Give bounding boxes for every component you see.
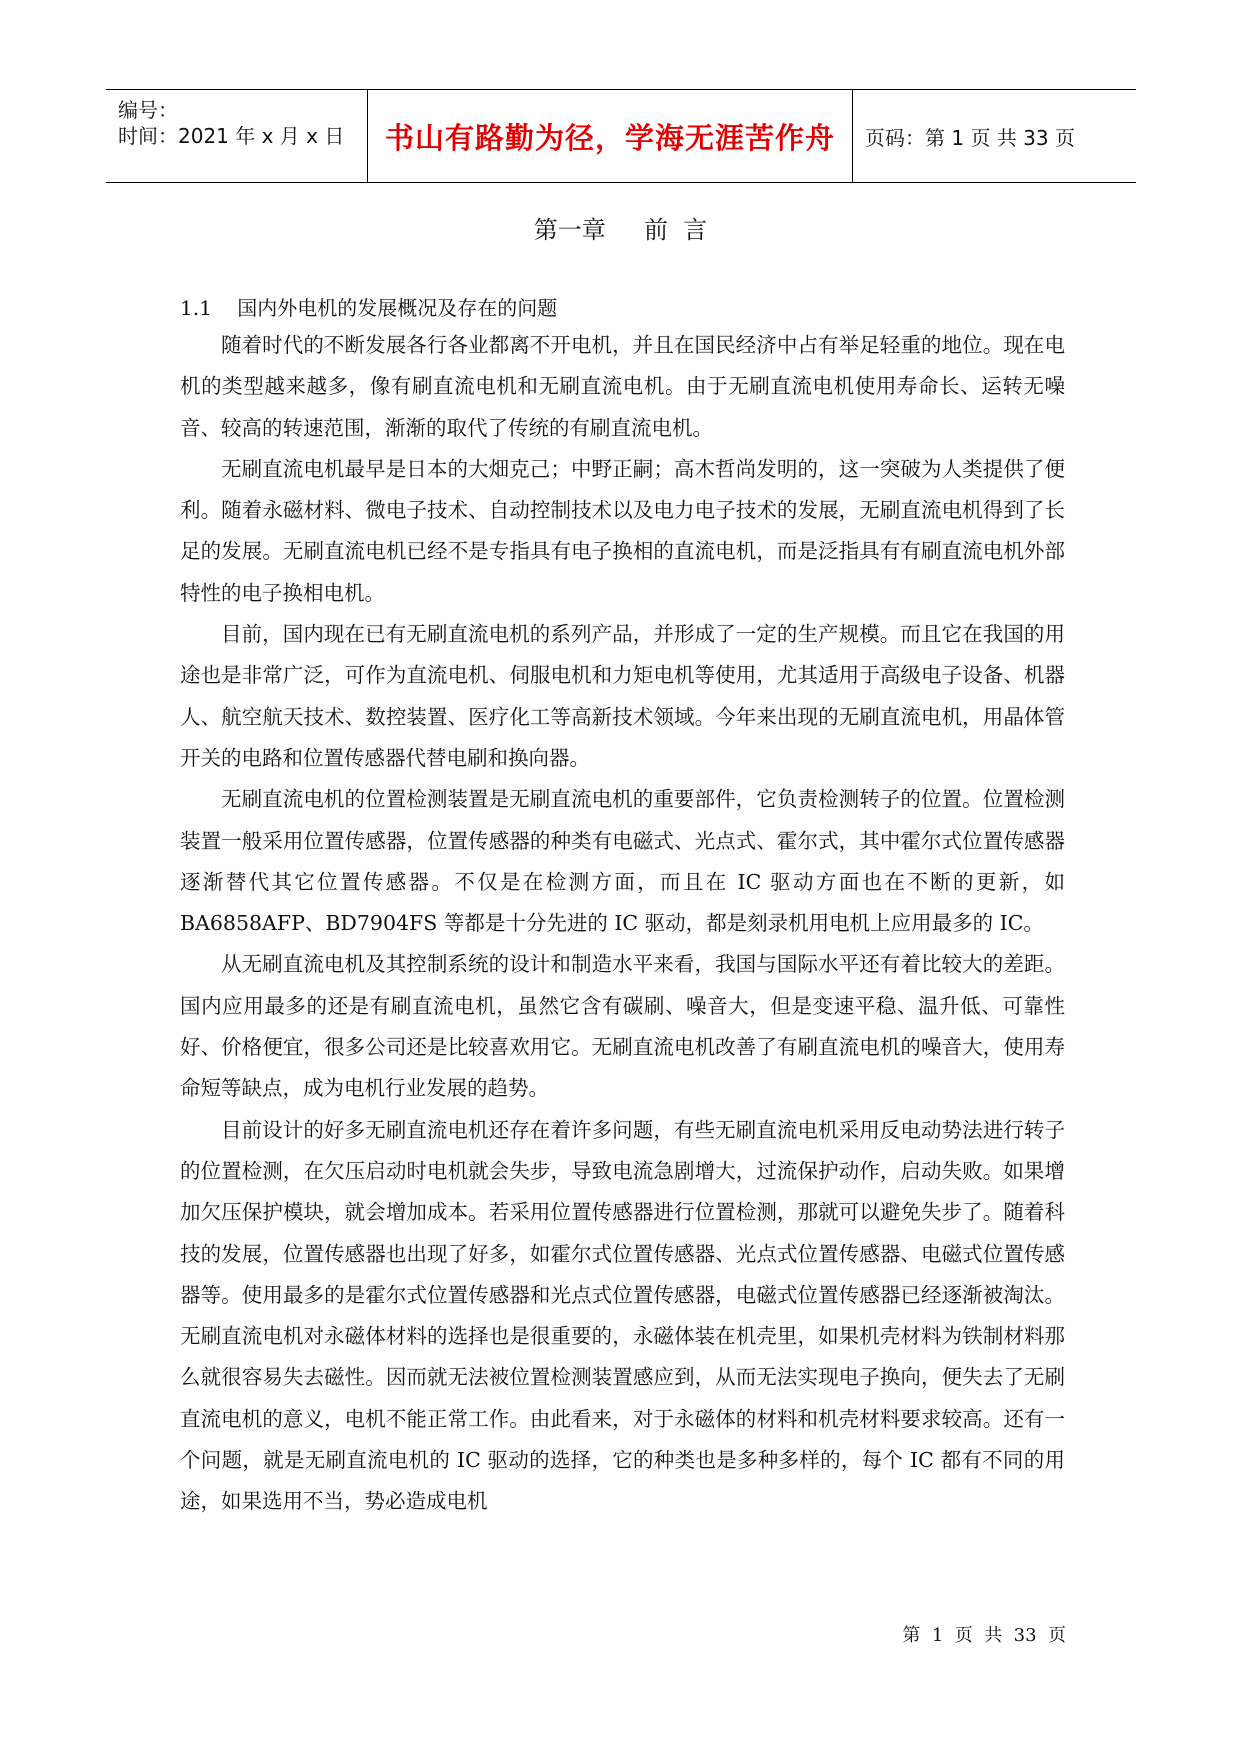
paragraph: 目前，国内现在已有无刷直流电机的系列产品，并形成了一定的生产规模。而且它在我国的用途也是非常广泛，可作为直流电机、伺服电机和力矩电机等使用，尤其适用于高级电子设备、机器人、航空航天技术、数控装置、医疗化工等高新技术领域。今年来出现的无刷直流电机，用晶体管开关的电路和位置传感器代替电刷和换向器。: [180, 622, 1065, 770]
document-header: [106, 89, 1136, 183]
chapter-title: 第一章 前 言: [533, 216, 708, 244]
header-motto-cell: [368, 90, 853, 182]
page-footer: 第 1 页 共 33 页: [902, 1625, 1066, 1646]
body-text: [180, 325, 1065, 1523]
paragraph: 无刷直流电机最早是日本的大畑克己；中野正嗣；高木哲尚发明的，这一突破为人类提供了便利。随着永磁材料、微电子技术、自动控制技术以及电力电子技术的发展，无刷直流电机得到了长足的发展。无刷直流电机已经不是专指具有电子换相的直流电机，而是泛指具有有刷直流电机外部特性的电子换相电机。: [180, 456, 1065, 605]
page-label: 页码：第 1 页 共 33 页: [865, 125, 1075, 150]
paragraph: 无刷直流电机的位置检测装置是无刷直流电机的重要部件，它负责检测转子的位置。位置检测装置一般采用位置传感器，位置传感器的种类有电磁式、光点式、霍尔式，其中霍尔式位置传感器逐渐替代其它位置传感器。不仅是在检测方面，而且在 IC 驱动方面也在不断的更新，如 BA6858AFP、BD7904FS 等都是十分先进的 IC 驱动，都是刻录机用电机上应用最多的 IC。: [180, 787, 1065, 936]
paragraph: 目前设计的好多无刷直流电机还存在着许多问题，有些无刷直流电机采用反电动势法进行转子的位置检测，在欠压启动时电机就会失步，导致电流急剧增大，过流保护动作，启动失败。如果增加欠压保护模块，就会增加成本。若采用位置传感器进行位置检测，那就可以避免失步了。随着科技的发展，位置传感器也出现了好多，如霍尔式位置传感器、光点式位置传感器、电磁式位置传感器等。使用最多的是霍尔式位置传感器和光点式位置传感器，电磁式位置传感器已经逐渐被淘汰。无刷直流电机对永磁体材料的选择也是很重要的，永磁体装在机壳里，如果机壳材料为铁制材料那么就很容易失去磁性。因而就无法被位置检测装置感应到，从而无法实现电子换向，便失去了无刷直流电机的意义，电机不能正常工作。由此看来，对于永磁体的材料和机壳材料要求较高。还有一个问题，就是无刷直流电机的 IC 驱动的选择，它的种类也是多种多样的，每个 IC 都有不同的用途，如果选用不当，势必造成电机: [180, 1117, 1065, 1514]
header-page-cell: [853, 90, 1136, 182]
paragraph: 随着时代的不断发展各行各业都离不开电机，并且在国民经济中占有举足轻重的地位。现在电机的类型越来越多，像有刷直流电机和无刷直流电机。由于无刷直流电机使用寿命长、运转无噪音、较高的转速范围，渐渐的取代了传统的有刷直流电机。: [180, 333, 1065, 440]
paragraph: 从无刷直流电机及其控制系统的设计和制造水平来看，我国与国际水平还有着比较大的差距。国内应用最多的还是有刷直流电机，虽然它含有碳刷、噪音大，但是变速平稳、温升低、可靠性好、价格便宜，很多公司还是比较喜欢用它。无刷直流电机改善了有刷直流电机的噪音大，使用寿命短等缺点，成为电机行业发展的趋势。: [180, 952, 1065, 1101]
header-meta-cell: [106, 90, 368, 182]
number-label: 编号：: [118, 98, 178, 122]
time-label: 时间：2021 年 x 月 x 日: [118, 124, 345, 148]
section-title: 1.1 国内外电机的发展概况及存在的问题: [180, 296, 558, 320]
motto: 书山有路勤为径，学海无涯苦作舟: [384, 120, 835, 155]
